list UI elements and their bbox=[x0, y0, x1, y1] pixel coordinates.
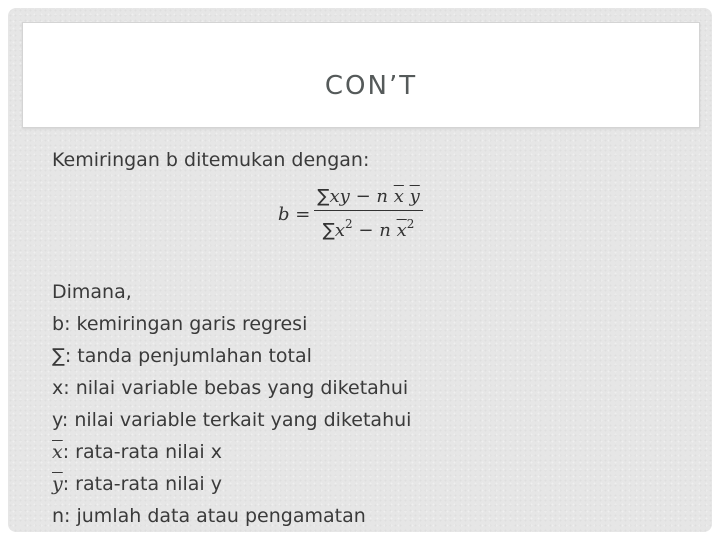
slide-title: CON’T bbox=[324, 71, 418, 101]
definition-item: x: nilai variable bebas yang diketahui bbox=[52, 377, 409, 399]
slope-formula bbox=[278, 184, 423, 244]
definition-item: ∑: tanda penjumlahan total bbox=[52, 345, 312, 367]
definitions-header: Dimana, bbox=[52, 281, 132, 303]
definition-item: b: kemiringan garis regresi bbox=[52, 313, 308, 335]
title-box bbox=[22, 22, 700, 128]
formula-lhs: b = bbox=[278, 203, 311, 225]
formula-container bbox=[52, 176, 692, 276]
definition-item: n: jumlah data atau pengamatan bbox=[52, 505, 366, 527]
definition-item: $\overline{y}$: rata-rata nilai y bbox=[52, 473, 222, 495]
slide bbox=[8, 8, 712, 532]
definition-item: y: nilai variable terkait yang diketahui bbox=[52, 409, 412, 431]
formula-fraction bbox=[314, 184, 422, 244]
definition-item: $\overline{x}$: rata-rata nilai x bbox=[52, 441, 222, 463]
intro-text: Kemiringan b ditemukan dengan: bbox=[52, 149, 370, 171]
content-body bbox=[52, 144, 692, 532]
formula-numerator: ∑xy − n $\overline{x}$ $\overline{y}$ bbox=[314, 184, 422, 211]
formula-denominator: $\sum x^2 - n$ $\overline{x}^2$ bbox=[322, 217, 415, 241]
